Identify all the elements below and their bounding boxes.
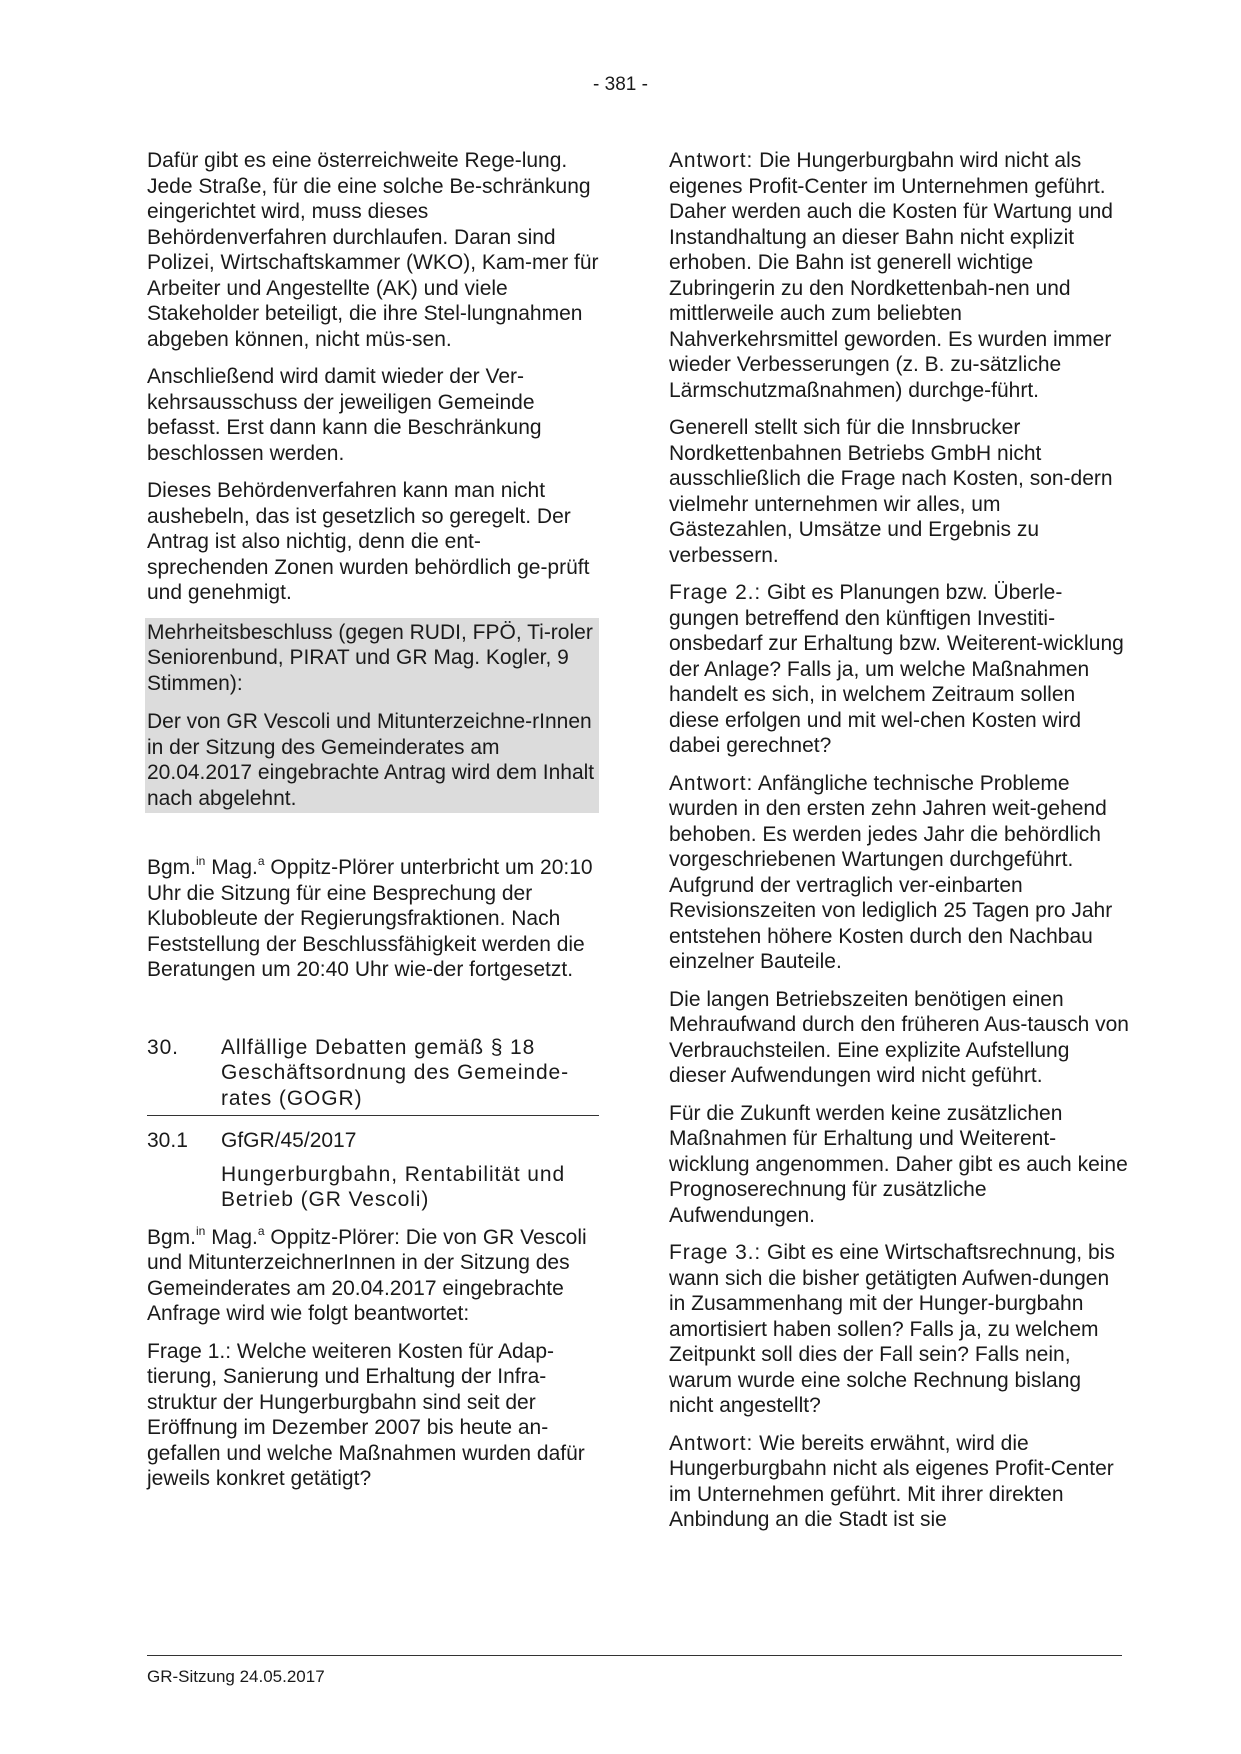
agenda-item [147, 1035, 599, 1117]
question-text: Gibt es Planungen bzw. Überle-gungen betreffend den künftigen Investiti-onsbedarf zur Erhaltung bzw. Weiterent-wicklung der Anlage? Falls ja, um welche Maßnahmen handelt es sich, in welchem Zeitraum sollen diese erfolgen und mit wel-chen Kosten wird dabei gerechnet? [669, 581, 1124, 757]
right-column [669, 148, 1129, 1545]
answer-intro [147, 1225, 599, 1327]
page-number: - 381 - [593, 74, 648, 95]
decision-box [145, 618, 599, 814]
paragraph: Generell stellt sich für die Innsbrucker Nordkettenbahnen Betriebs GmbH nicht ausschließlich die Frage nach Kosten, son-dern vielmehr unternehmen wir alles, um Gästezahlen, Umsätze und Ergebnis zu verbessern. [669, 416, 1113, 567]
speaker-title: Bgm. [147, 1225, 197, 1249]
decision-vote: Mehrheitsbeschluss (gegen RUDI, FPÖ, Ti-roler Seniorenbund, PIRAT und GR Mag. Kogler, 9 Stimmen): [147, 620, 593, 695]
speaker-title: Mag. [205, 856, 258, 879]
question-2 [669, 580, 1129, 759]
subitem-reference: GfGR/45/2017 [221, 1129, 357, 1152]
subitem-title: Hungerburgbahn, Rentabilität und Betrieb (GR Vescoli) [221, 1162, 566, 1211]
paragraph: Anschließend wird damit wieder der Ver-kehrsausschuss der jeweiligen Gemeinde befasst. Erst dann kann die Beschränkung beschlossen werden. [147, 365, 542, 465]
answer-label: Antwort: [669, 771, 754, 795]
question-label: Frage 3.: [669, 1241, 762, 1264]
answer-intro-text: Oppitz-Plörer: Die von GR Vescoli und MitunterzeichnerInnen in der Sitzung des Gemeinderates am 20.04.2017 eingebrachte Anfrage wird wie folgt beantwortet: [147, 1225, 587, 1325]
answer-text: Anfängliche technische Probleme wurden in den ersten zehn Jahren weit-gehend behoben. Es werden jedes Jahr die behördlich vorgeschriebenen Wartungen durchgeführt. Aufgrund der vertraglich ver-einbarten Revisionszeiten von lediglich 25 Tagen pro Jahr entstehen höhere Kosten durch den Nachbau einzelner Bauteile. [669, 771, 1113, 973]
break-text: Oppitz-Plörer unterbricht um 20:10 Uhr die Sitzung für eine Besprechung der Klubobleute der Regierungsfraktionen. Nach Feststellung der Beschlussfähigkeit werden die Beratungen um 20:40 Uhr wie-der fortgesetzt. [147, 856, 593, 981]
superscript: in [196, 854, 206, 868]
answer-text: Die Hungerburgbahn wird nicht als eigenes Profit-Center im Unternehmen geführt. Daher werden auch die Kosten für Wartung und Instandhaltung an dieser Bahn nicht explizit erhoben. Die Bahn ist generell wichtige Zubringerin zu den Nordkettenbah-nen und mittlerweile auch zum beliebten Nahverkehrsmittel geworden. Es wurden immer wieder Verbesserungen (z. B. zu-sätzliche Lärmschutzmaßnahmen) durchge-führt. [669, 149, 1113, 402]
speaker-title: Bgm. [147, 856, 197, 879]
superscript: a [257, 1223, 265, 1238]
answer-label: Antwort: [669, 149, 754, 172]
answer-1 [669, 148, 1129, 403]
answer-text: Wie bereits erwähnt, wird die Hungerburgbahn nicht als eigenes Profit-Center im Unternehmen geführt. Mit ihrer direkten Anbindung an die Stadt ist sie [669, 1431, 1114, 1531]
question-text: Gibt es eine Wirtschaftsrechnung, bis wann sich die bisher getätigten Aufwen-dungen in Zusammenhang mit der Hunger-burgbahn amortisiert haben sollen? Falls ja, zu welchem Zeitpunkt soll dies der Fall sein? Falls nein, warum wurde eine solche Rechnung bislang nicht angestellt? [669, 1241, 1115, 1417]
paragraph: Die langen Betriebszeiten benötigen einen Mehraufwand durch den früheren Aus-tausch von Verbrauchsteilen. Eine explizite Aufstellung dieser Aufwendungen wird nicht geführt. [669, 987, 1129, 1087]
paragraph: Für die Zukunft werden keine zusätzlichen Maßnahmen für Erhaltung und Weiterent-wicklung angenommen. Daher gibt es auch keine Prognoserechnung für zusätzliche Aufwendungen. [669, 1101, 1128, 1227]
session-break-note [147, 855, 599, 983]
subitem-number: 30.1 [147, 1129, 188, 1152]
question-1: Frage 1.: Welche weiteren Kosten für Adap-tierung, Sanierung und Erhaltung der Infra-struktur der Hungerburgbahn sind seit der Eröffnung im Dezember 2007 bis heute an-gefallen und welche Maßnahmen wurden dafür jeweils konkret getätigt? [147, 1339, 585, 1490]
answer-3 [669, 1431, 1129, 1533]
paragraph: Dieses Behördenverfahren kann man nicht aushebeln, das ist gesetzlich so geregelt. Der Antrag ist also nichtig, denn die ent-sprechenden Zonen wurden behördlich ge-prüft und genehmigt. [147, 479, 590, 604]
agenda-number: 30. [147, 1035, 179, 1059]
superscript: a [257, 854, 265, 868]
left-column [147, 148, 599, 1504]
agenda-title: Allfällige Debatten gemäß § 18 Geschäftsordnung des Gemeinde-rates (GOGR) [221, 1035, 570, 1110]
question-3 [669, 1240, 1129, 1419]
agenda-subitem [147, 1128, 599, 1154]
speaker-title: Mag. [205, 1225, 258, 1249]
superscript: in [196, 1223, 206, 1238]
question-label: Frage 2.: [669, 581, 762, 604]
footer-session-date: GR-Sitzung 24.05.2017 [147, 1667, 325, 1686]
decision-text: Der von GR Vescoli und Mitunterzeichne-rInnen in der Sitzung des Gemeinderates am 20.04.2017 eingebrachte Antrag wird dem Inhalt nach abgelehnt. [147, 710, 595, 810]
answer-label: Antwort: [669, 1431, 754, 1455]
footer-divider [147, 1655, 1122, 1656]
answer-2 [669, 771, 1129, 975]
paragraph: Dafür gibt es eine österreichweite Rege-lung. Jede Straße, für die eine solche Be-schränkung eingerichtet wird, muss dieses Behördenverfahren durchlaufen. Daran sind Polizei, Wirtschaftskammer (WKO), Kam-mer für Arbeiter und Angestellte (AK) und viele Stakeholder beteiligt, die ihre Stel-lungnahmen abgeben können, nicht müs-sen. [147, 149, 599, 351]
